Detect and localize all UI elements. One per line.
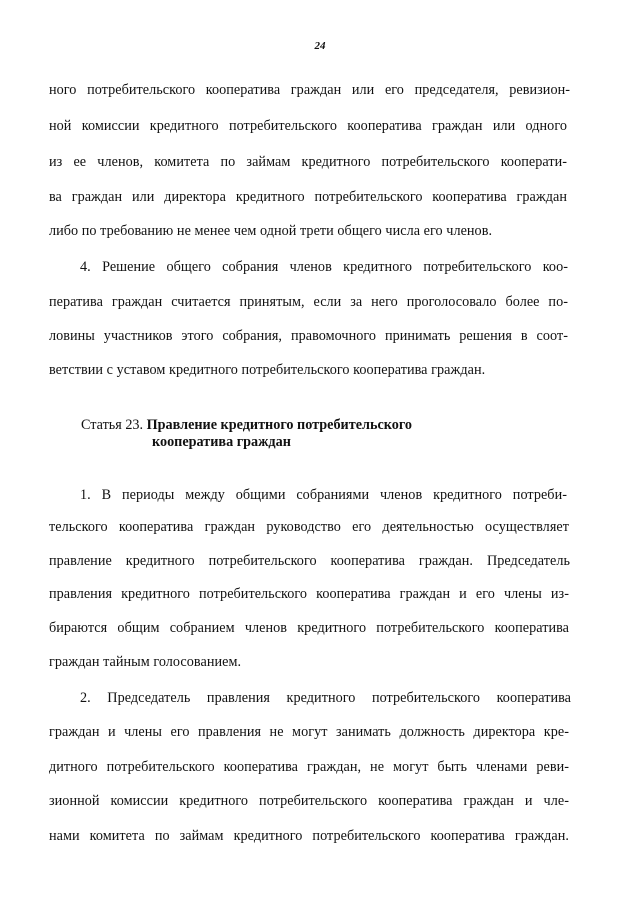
text-line: ловины участников этого собрания, правомочного принимать решения в соот- — [49, 328, 568, 344]
text-line: ной комиссии кредитного потребительского кооператива граждан или одного — [49, 118, 567, 134]
article-title-continued: кооператива граждан — [152, 434, 291, 450]
text-line: бираются общим собранием членов кредитного потребительского кооператива — [49, 620, 569, 636]
text-line: зионной комиссии кредитного потребительского кооператива граждан и чле- — [49, 793, 569, 809]
text-line: тельского кооператива граждан руководство его деятельностью осуществляет — [49, 519, 569, 535]
article-heading — [81, 416, 412, 434]
text-line: ного потребительского кооператива граждан или его председателя, ревизион- — [49, 82, 570, 98]
article-number: Статья 23. — [81, 417, 144, 433]
article-title: Правление кредитного потребительского — [146, 417, 413, 433]
text-line: граждан и члены его правления не могут занимать должность директора кре- — [49, 724, 569, 740]
text-line: 4. Решение общего собрания членов кредитного потребительского коо- — [80, 259, 568, 275]
text-line: правления кредитного потребительского кооператива граждан и его члены из- — [49, 586, 569, 602]
text-line: из ее членов, комитета по займам кредитного потребительского кооперати- — [49, 154, 567, 170]
text-line: правление кредитного потребительского кооператива граждан. Председатель — [49, 553, 570, 569]
text-line: граждан тайным голосованием. — [49, 654, 242, 670]
text-line: 2. Председатель правления кредитного потребительского кооператива — [80, 690, 571, 706]
text-line: либо по требованию не менее чем одной трети общего числа его членов. — [49, 223, 493, 239]
text-line: 1. В периоды между общими собраниями членов кредитного потреби- — [80, 487, 567, 503]
text-line: ветствии с уставом кредитного потребительского кооператива граждан. — [49, 362, 486, 378]
text-line: ператива граждан считается принятым, если за него проголосовало более по- — [49, 294, 568, 310]
text-line: ва граждан или директора кредитного потребительского кооператива граждан — [49, 189, 567, 205]
text-line: нами комитета по займам кредитного потребительского кооператива граждан. — [49, 828, 569, 844]
page-number: 24 — [314, 40, 326, 52]
text-line: дитного потребительского кооператива граждан, не могут быть членами реви- — [49, 759, 569, 775]
